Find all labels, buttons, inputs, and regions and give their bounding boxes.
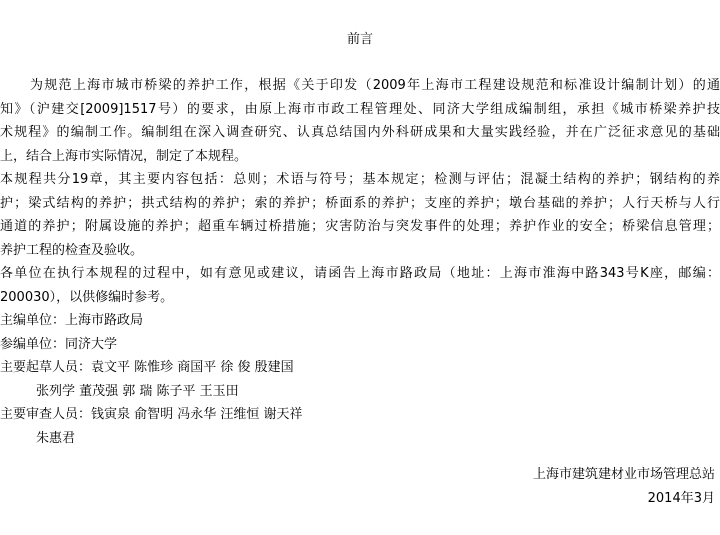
chief-unit: 主编单位：上海市路政局 [0, 313, 144, 328]
document-body [0, 74, 720, 450]
participating-unit: 参编单位：同济大学 [0, 336, 118, 352]
paragraph-2-line-3: 通道的养护；附属设施的养护；超重车辆过桥措施；灾害防治与突发事件的处理；养护作业的安全；桥梁信息管理； [0, 219, 720, 234]
paragraph-2-line-4: 养护工程的检查及验收。 [0, 242, 144, 258]
paragraph-1-line-3: 术规程》的编制工作。编制组在深入调查研究、认真总结国内外科研成果和大量实践经验，并在广泛征求意见的基础 [0, 125, 720, 140]
paragraph-3-line-1: 各单位在执行本规程的过程中，如有意见或建议，请函告上海市路政局（地址：上海市淮海中路343号K座，邮编： [0, 266, 720, 281]
paragraph-1-line-1: 为规范上海市城市桥梁的养护工作，根据《关于印发（2009年上海市工程建设规范和标准设计编制计划）的通 [30, 78, 720, 93]
reviewers-line-1: 主要审查人员：钱寅泉 俞智明 冯永华 汪维恒 谢天祥 [0, 407, 303, 422]
document-title: 前言 [346, 32, 373, 47]
drafters-line-2: 张列学 董茂强 郭 瑞 陈子平 王玉田 [36, 383, 239, 399]
signature-organization: 上海市建筑建材业市场管理总站 [532, 467, 715, 482]
signature-date: 2014年3月 [647, 490, 715, 506]
paragraph-2-line-2: 护；梁式结构的养护；拱式结构的养护；索的养护；桥面系的养护；支座的养护；墩台基础的养护；人行天桥与人行 [0, 195, 720, 211]
paragraph-1-line-4: 上，结合上海市实际情况，制定了本规程。 [0, 148, 248, 164]
reviewers-line-2: 朱惠君 [36, 430, 76, 446]
drafters-line-1: 主要起草人员：袁文平 陈惟珍 商国平 徐 俊 殷建国 [0, 360, 294, 375]
paragraph-3-line-2: 200030），以供修编时参考。 [0, 289, 174, 305]
paragraph-1-line-2: 知》（沪建交[2009]1517号）的要求，由原上海市市政工程管理处、同济大学组成编制组，承担《城市桥梁养护技 [0, 101, 720, 117]
signature-block [533, 463, 715, 510]
paragraph-2-line-1: 本规程共分19章，其主要内容包括：总则；术语与符号；基本规定；检测与评估；混凝土结构的养护；钢结构的养 [0, 172, 720, 187]
